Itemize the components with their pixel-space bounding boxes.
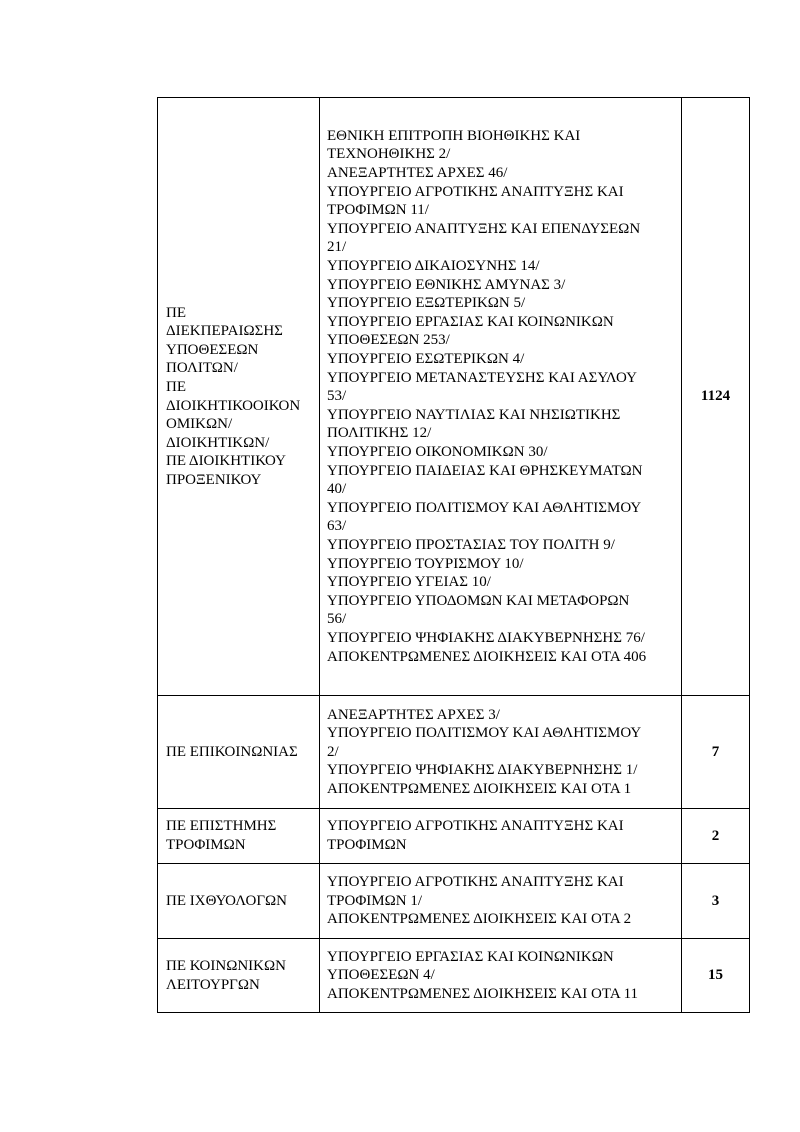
total-cell: 2 — [682, 809, 750, 864]
total-cell: 15 — [682, 939, 750, 1013]
ministry-line: ΑΝΕΞΑΡΤΗΤΕΣ ΑΡΧΕΣ 46/ — [327, 165, 508, 182]
ministry-line: 2/ — [327, 743, 339, 760]
ministry-line: ΥΠΟΘΕΣΕΩΝ 4/ — [327, 967, 435, 984]
ministries-cell — [320, 98, 682, 696]
table-row — [158, 939, 750, 1013]
category-line: ΠΕ ΕΠΙΚΟΙΝΩΝΙΑΣ — [166, 743, 298, 760]
ministry-line: ΤΕΧΝΟΗΘΙΚΗΣ 2/ — [327, 146, 451, 163]
category-line: ΠΕ — [166, 378, 186, 395]
ministries-cell — [320, 939, 682, 1013]
ministry-line: ΥΠΟΘΕΣΕΩΝ 253/ — [327, 332, 450, 349]
category-cell — [158, 98, 320, 696]
category-cell — [158, 939, 320, 1013]
category-line: ΠΡΟΞΕΝΙΚΟΥ — [166, 471, 262, 488]
table-row — [158, 864, 750, 939]
category-line: ΠΕ ΚΟΙΝΩΝΙΚΩΝ — [166, 957, 286, 974]
ministry-line: ΥΠΟΥΡΓΕΙΟ ΑΓΡΟΤΙΚΗΣ ΑΝΑΠΤΥΞΗΣ ΚΑΙ — [327, 818, 624, 835]
table-row — [158, 809, 750, 864]
ministry-line: ΑΠΟΚΕΝΤΡΩΜΕΝΕΣ ΔΙΟΙΚΗΣΕΙΣ ΚΑΙ ΟΤΑ 2 — [327, 911, 632, 928]
positions-table — [157, 97, 750, 1013]
ministries-cell — [320, 864, 682, 939]
ministry-line: ΑΠΟΚΕΝΤΡΩΜΕΝΕΣ ΔΙΟΙΚΗΣΕΙΣ ΚΑΙ ΟΤΑ 1 — [327, 780, 632, 797]
category-line: ΠΕ ΔΙΟΙΚΗΤΙΚΟΥ — [166, 453, 286, 470]
ministry-line: ΥΠΟΥΡΓΕΙΟ ΕΡΓΑΣΙΑΣ ΚΑΙ ΚΟΙΝΩΝΙΚΩΝ — [327, 313, 614, 330]
ministry-line: ΑΠΟΚΕΝΤΡΩΜΕΝΕΣ ΔΙΟΙΚΗΣΕΙΣ ΚΑΙ ΟΤΑ 11 — [327, 985, 639, 1002]
ministry-line: ΑΠΟΚΕΝΤΡΩΜΕΝΕΣ ΔΙΟΙΚΗΣΕΙΣ ΚΑΙ ΟΤΑ 406 — [327, 648, 647, 665]
ministry-line: ΠΟΛΙΤΙΚΗΣ 12/ — [327, 425, 432, 442]
total-cell: 1124 — [682, 98, 750, 696]
ministry-line: ΥΠΟΥΡΓΕΙΟ ΕΣΩΤΕΡΙΚΩΝ 4/ — [327, 351, 525, 368]
ministry-line: ΥΠΟΥΡΓΕΙΟ ΠΟΛΙΤΙΣΜΟΥ ΚΑΙ ΑΘΛΗΤΙΣΜΟΥ — [327, 499, 642, 516]
total-cell: 7 — [682, 696, 750, 809]
table-row — [158, 98, 750, 696]
ministry-line: ΥΠΟΥΡΓΕΙΟ ΕΡΓΑΣΙΑΣ ΚΑΙ ΚΟΙΝΩΝΙΚΩΝ — [327, 948, 614, 965]
ministry-line: ΤΡΟΦΙΜΩΝ 1/ — [327, 892, 423, 909]
ministry-line: ΥΠΟΥΡΓΕΙΟ ΨΗΦΙΑΚΗΣ ΔΙΑΚΥΒΕΡΝΗΣΗΣ 1/ — [327, 762, 638, 779]
category-line: ΥΠΟΘΕΣΕΩΝ — [166, 341, 259, 358]
category-line: ΔΙΟΙΚΗΤΙΚΩΝ/ — [166, 434, 270, 451]
ministry-line: ΤΡΟΦΙΜΩΝ 11/ — [327, 202, 429, 219]
category-line: ΔΙΟΙΚΗΤΙΚΟΟΙΚΟΝ — [166, 397, 301, 414]
ministry-line: 56/ — [327, 611, 347, 628]
ministry-line: ΥΠΟΥΡΓΕΙΟ ΨΗΦΙΑΚΗΣ ΔΙΑΚΥΒΕΡΝΗΣΗΣ 76/ — [327, 629, 645, 646]
category-cell — [158, 864, 320, 939]
category-line: ΠΟΛΙΤΩΝ/ — [166, 360, 238, 377]
ministry-line: ΥΠΟΥΡΓΕΙΟ ΟΙΚΟΝΟΜΙΚΩΝ 30/ — [327, 443, 548, 460]
ministry-line: ΥΠΟΥΡΓΕΙΟ ΜΕΤΑΝΑΣΤΕΥΣΗΣ ΚΑΙ ΑΣΥΛΟΥ — [327, 369, 637, 386]
category-cell — [158, 809, 320, 864]
table-row — [158, 696, 750, 809]
ministry-line: ΥΠΟΥΡΓΕΙΟ ΤΟΥΡΙΣΜΟΥ 10/ — [327, 555, 524, 572]
ministry-line: 53/ — [327, 388, 347, 405]
ministry-line: ΥΠΟΥΡΓΕΙΟ ΑΝΑΠΤΥΞΗΣ ΚΑΙ ΕΠΕΝΔΥΣΕΩΝ — [327, 220, 641, 237]
category-line: ΠΕ — [166, 304, 186, 321]
ministry-line: ΥΠΟΥΡΓΕΙΟ ΝΑΥΤΙΛΙΑΣ ΚΑΙ ΝΗΣΙΩΤΙΚΗΣ — [327, 406, 621, 423]
ministry-line: ΥΠΟΥΡΓΕΙΟ ΑΓΡΟΤΙΚΗΣ ΑΝΑΠΤΥΞΗΣ ΚΑΙ — [327, 874, 624, 891]
ministry-line: ΥΠΟΥΡΓΕΙΟ ΕΞΩΤΕΡΙΚΩΝ 5/ — [327, 295, 526, 312]
ministry-line: ΥΠΟΥΡΓΕΙΟ ΠΑΙΔΕΙΑΣ ΚΑΙ ΘΡΗΣΚΕΥΜΑΤΩΝ — [327, 462, 643, 479]
ministry-line: ΤΡΟΦΙΜΩΝ — [327, 837, 407, 853]
category-line: ΤΡΟΦΙΜΩΝ — [166, 837, 246, 853]
category-line: ΔΙΕΚΠΕΡΑΙΩΣΗΣ — [166, 323, 283, 340]
ministry-line: ΥΠΟΥΡΓΕΙΟ ΥΓΕΙΑΣ 10/ — [327, 574, 491, 591]
ministries-cell — [320, 809, 682, 864]
category-line: ΟΜΙΚΩΝ/ — [166, 416, 233, 433]
ministry-line: ΥΠΟΥΡΓΕΙΟ ΕΘΝΙΚΗΣ ΑΜΥΝΑΣ 3/ — [327, 276, 566, 293]
ministry-line: 21/ — [327, 239, 347, 256]
ministry-line: ΥΠΟΥΡΓΕΙΟ ΠΟΛΙΤΙΣΜΟΥ ΚΑΙ ΑΘΛΗΤΙΣΜΟΥ — [327, 725, 642, 742]
ministry-line: 63/ — [327, 518, 347, 535]
ministries-cell — [320, 696, 682, 809]
total-cell: 3 — [682, 864, 750, 939]
ministry-line: ΑΝΕΞΑΡΤΗΤΕΣ ΑΡΧΕΣ 3/ — [327, 706, 500, 723]
ministry-line: ΥΠΟΥΡΓΕΙΟ ΥΠΟΔΟΜΩΝ ΚΑΙ ΜΕΤΑΦΟΡΩΝ — [327, 592, 630, 609]
table-body — [158, 98, 750, 1013]
ministry-line: ΥΠΟΥΡΓΕΙΟ ΑΓΡΟΤΙΚΗΣ ΑΝΑΠΤΥΞΗΣ ΚΑΙ — [327, 183, 624, 200]
category-line: ΠΕ ΕΠΙΣΤΗΜΗΣ — [166, 818, 277, 835]
category-cell — [158, 696, 320, 809]
category-line: ΛΕΙΤΟΥΡΓΩΝ — [166, 976, 260, 993]
ministry-line: 40/ — [327, 481, 347, 498]
ministry-line: ΥΠΟΥΡΓΕΙΟ ΠΡΟΣΤΑΣΙΑΣ ΤΟΥ ΠΟΛΙΤΗ 9/ — [327, 536, 615, 553]
category-line: ΠΕ ΙΧΘΥΟΛΟΓΩΝ — [166, 892, 288, 909]
ministry-line: ΕΘΝΙΚΗ ΕΠΙΤΡΟΠΗ ΒΙΟΗΘΙΚΗΣ ΚΑΙ — [327, 127, 581, 144]
ministry-line: ΥΠΟΥΡΓΕΙΟ ΔΙΚΑΙΟΣΥΝΗΣ 14/ — [327, 258, 540, 275]
